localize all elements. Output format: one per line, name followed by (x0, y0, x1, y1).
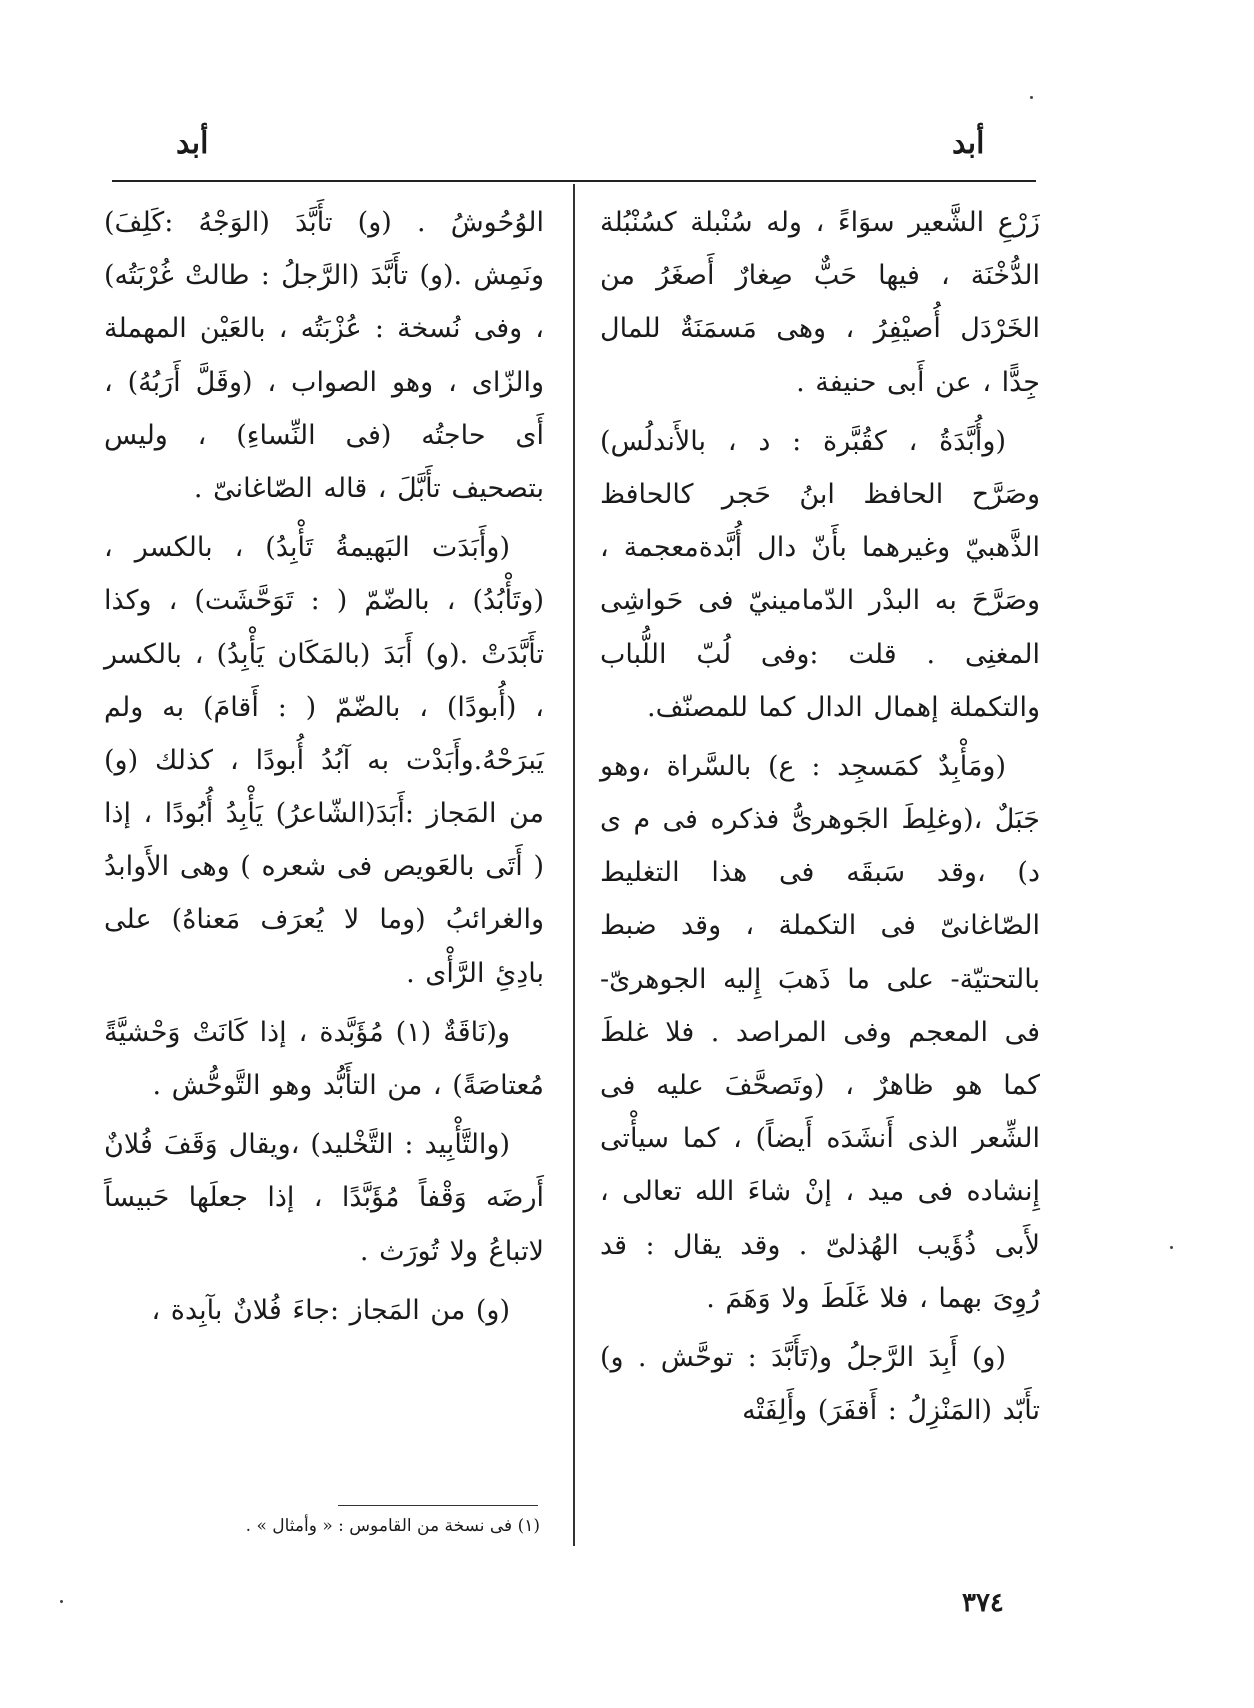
paragraph: (و) أَبِدَ الرَّجلُ و(تَأَبَّدَ : توحَّش . و) تأَبّد (المَنْزِلُ : أَقفَرَ) وأَلِفَتْه (600, 1341, 1040, 1427)
paragraph: الوُحُوشُ . (و) تأَبَّدَ (الوَجْهُ :كَلِفَ) ونَمِش .(و) تأَبَّدَ (الرَّجلُ : طالتْ غُرْبَتُه) ، وفى نُسخة : عُزْبَتُه ، بالعَيْن المهملة والزّاى ، وهو الصواب ، (وقَلَّ أَرَبُهُ) ، أَى حاجتُه (فى النِّساءِ) ، وليس بتصحيف تأَبَّلَ ، قاله الصّاغانىّ . (104, 207, 544, 504)
running-header-left: أبد (176, 126, 209, 161)
paragraph: (ومَأْبِدٌ كمَسجِد : ع) بالسَّراة ،وهو جَبَلٌ ،(وغلِطَ الجَوهرىُّ فذكره فى م ى د) ،وقد سَبقَه فى هذا التغليط الصّاغانىّ فى التكملة ، وقد ضبط بالتحتيّة- على ما ذَهبَ إِليه الجوهرىّ- فى المعجم وفى المراصد . فلا غلطَ كما هو ظاهرٌ ، (وتَصحَّفَ عليه فى الشِّعر الذى أَنشَدَه أَيضاً) ، كما سيأْتى إِنشاده فى ميد ، إنْ شاءَ الله تعالى ، لأَبى ذُؤَيب الهُذلىّ . وقد يقال : قد رُوِىَ بهما ، فلا غَلَطَ ولا وَهَمَ . (600, 750, 1040, 1314)
scan-speck (60, 1600, 63, 1603)
footnote-rule (338, 1505, 538, 1506)
column-divider (573, 184, 575, 1546)
running-header-right: أبد (952, 126, 985, 161)
paragraph: (وأَبَدَت البَهيمةُ تَأْبِدُ) ، بالكسر ، (وتَأْبُدُ) ، بالضّمّ ( : تَوَحَّشَت) ، وكذا تأَبَّدَتْ .(و) أَبَدَ (بالمَكَان يَأْبِدُ) ، بالكسر ، (أُبودًا) ، بالضّمّ ( : أَقامَ) به ولم يَبرَحْهُ.وأَبَدْت به آبُدُ أُبودًا ، كذلك (و) من المَجاز :أَبَدَ(الشّاعرُ) يَأْبِدُ أُبُودًا ، إذا ( أَتَى بالعَويص فى شعره ) وهى الأَوابدُ والغرائبُ (وما لا يُعرَف مَعناهُ) على بادِئِ الرَّأْى . (104, 532, 544, 989)
right-column (600, 196, 1040, 1443)
paragraph: و(نَاقَةٌ (١) مُؤَبَّدة ، إذا كَانَتْ وَحْشيَّةً مُعتاصَةً) ، من التأَبُّد وهو التَّوحُّش . (104, 1016, 544, 1101)
paragraph: (والتَّأْبِيد : التَّخْليد) ،ويقال وَقَفَ فُلانٌ أَرضَه وَقْفاً مُؤَبَّدًا ، إذا جعلَها حَبيساً لاتباعُ ولا تُورَث . (104, 1129, 544, 1267)
footnote: (١) فى نسخة من القاموس : « وأمثال » . (245, 1516, 540, 1536)
paragraph: زَرْعِ الشَّعير سوَاءً ، وله سُنْبلة كسُنْبُلة الدُّخْنَة ، فيها حَبٌّ صِغارٌ أَصغَرُ من الخَرْدَل أُصيْفِرُ ، وهى مَسمَنَةٌ للمال جِدًّا ، عن أَبى حنيفة . (600, 207, 1040, 398)
paragraph: (وأُبَّدَةُ ، كقُبَّرة : د ، بالأَندلُس) وصَرَّح الحافظ ابنُ حَجر كالحافظ الذَّهبيّ وغيرهما بأَنّ دال أُبَّدةمعجمة ، وصَرَّحَ به البدْر الدّمامينيّ فى حَواشِى المغنِى . قلت :وفى لُبّ اللُّباب والتكملة إهمال الدال كما للمصنّف. (600, 425, 1040, 723)
scan-speck (1030, 96, 1033, 99)
scan-speck (1170, 1246, 1173, 1249)
page-number: ٣٧٤ (962, 1588, 1004, 1618)
left-column (104, 196, 544, 1343)
paragraph: (و) من المَجاز :جاءَ فُلانٌ بآبِدة ، (151, 1294, 510, 1326)
header-rule (112, 180, 1036, 182)
